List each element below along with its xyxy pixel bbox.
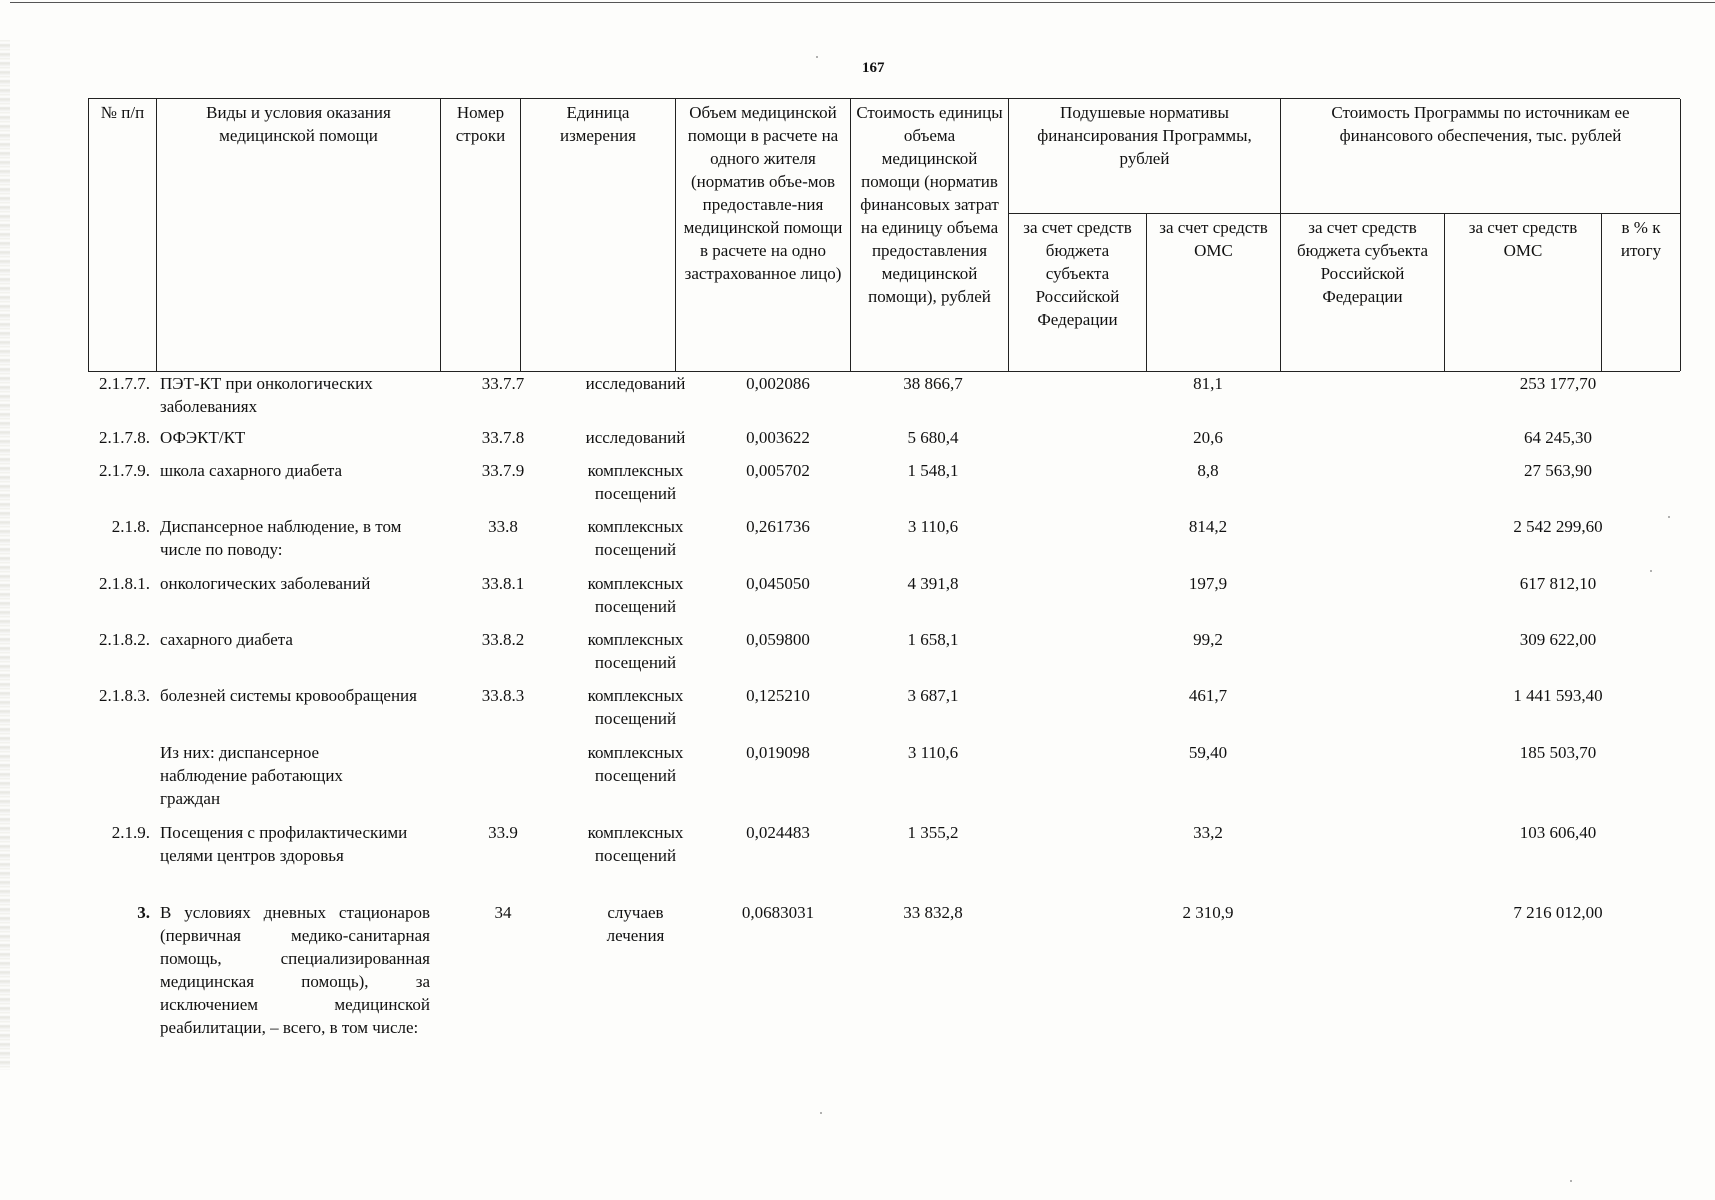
row-number: 2.1.8.	[111, 517, 150, 536]
row-cost: 3 110,6	[907, 517, 959, 536]
header-program-cost-group: Стоимость Программы по источникам ее финансового обеспечения, тыс. рублей	[1281, 99, 1681, 213]
header-number: № п/п	[89, 99, 157, 371]
row-number: 2.1.9.	[111, 823, 150, 842]
row-volume: 0,024483	[746, 823, 810, 842]
row-number: 2.1.7.7.	[99, 374, 150, 393]
row-volume: 0,125210	[746, 686, 810, 705]
row-unit: комплексных посещений	[587, 743, 684, 785]
row-line: 33.8.1	[481, 574, 525, 593]
row-line: 33.8.3	[481, 686, 525, 705]
row-oms-per-capita: 20,6	[1193, 428, 1223, 447]
row-oms-total: 103 606,40	[1519, 823, 1597, 842]
row-cost: 3 110,6	[907, 743, 959, 762]
row-name: сахарного диабета	[160, 630, 293, 649]
row-oms-total: 27 563,90	[1524, 461, 1592, 480]
row-unit: исследований	[585, 374, 686, 393]
row-unit: комплексных посещений	[587, 630, 684, 672]
row-cost: 1 658,1	[907, 630, 959, 649]
row-oms-per-capita: 814,2	[1188, 517, 1228, 536]
header-per-capita-group: Подушевые нормативы финансирования Программы, рублей	[1009, 99, 1281, 213]
row-cost: 3 687,1	[907, 686, 959, 705]
row-unit: комплексных посещений	[587, 823, 684, 865]
row-oms-total: 2 542 299,60	[1513, 517, 1603, 536]
row-name: ОФЭКТ/КТ	[160, 428, 246, 447]
row-name: ПЭТ-КТ при онкологических заболеваниях	[160, 374, 373, 416]
row-volume: 0,059800	[746, 630, 810, 649]
row-oms-total: 617 812,10	[1519, 574, 1597, 593]
row-volume: 0,0683031	[741, 903, 815, 922]
row-cost: 5 680,4	[907, 428, 959, 447]
scan-edge-artifact	[0, 40, 10, 1070]
row-cost: 1 548,1	[907, 461, 959, 480]
row-name: Из них: диспансерное наблюдение работающих граждан	[160, 743, 343, 808]
row-volume: 0,261736	[746, 517, 810, 536]
row-line: 33.8	[488, 517, 518, 536]
header-cost-oms: за счет средств ОМС	[1445, 213, 1602, 371]
row-oms-per-capita: 8,8	[1197, 461, 1219, 480]
row-cost: 4 391,8	[907, 574, 959, 593]
page-number: 167	[862, 60, 885, 76]
header-per-capita-oms: за счет средств ОМС	[1147, 213, 1281, 371]
row-oms-per-capita: 2 310,9	[1182, 903, 1234, 922]
row-oms-per-capita: 461,7	[1188, 686, 1228, 705]
row-name: Посещения с профилактическими целями центров здоровья	[160, 823, 408, 865]
row-oms-total: 185 503,70	[1519, 743, 1597, 762]
header-kind: Виды и условия оказания медицинской помощи	[157, 99, 441, 371]
scan-speck	[1668, 516, 1670, 518]
header-per-capita-budget: за счет средств бюджета субъекта Российской Федерации	[1009, 213, 1147, 371]
row-volume: 0,019098	[746, 743, 810, 762]
row-unit: комплексных посещений	[587, 461, 684, 503]
row-line: 33.7.7	[481, 374, 525, 393]
row-number: 2.1.8.2.	[99, 630, 150, 649]
row-unit: случаев лечения	[606, 903, 665, 945]
row-oms-per-capita: 59,40	[1188, 743, 1228, 762]
row-name: В условиях дневных стационаров (первичная медико-санитарная помощь, специализированная медицинская помощь), за исключением медицинской реабилитации, – всего, в том числе:	[160, 903, 430, 1037]
row-cost: 1 355,2	[907, 823, 959, 842]
row-cost: 38 866,7	[903, 374, 963, 393]
header-volume: Объем медицинской помощи в расчете на одного жителя (норматив объе-мов предоставле-ния медицинской помощи в расчете на одно застрахованное лицо)	[676, 99, 851, 371]
scan-speck	[820, 1112, 822, 1114]
row-name: школа сахарного диабета	[160, 461, 343, 480]
row-line: 33.7.8	[481, 428, 525, 447]
header-unit-cost: Стоимость единицы объема медицинской помощи (норматив финансовых затрат на единицу объема предоставления медицинской помощи), рублей	[851, 99, 1009, 371]
row-line: 34	[494, 903, 512, 922]
row-oms-per-capita: 99,2	[1193, 630, 1223, 649]
top-rule	[10, 2, 1715, 3]
row-unit: комплексных посещений	[587, 517, 684, 559]
row-oms-total: 309 622,00	[1519, 630, 1597, 649]
row-volume: 0,002086	[746, 374, 810, 393]
row-number: 2.1.7.8.	[99, 428, 150, 447]
scan-speck	[1650, 570, 1652, 572]
row-number: 3.	[137, 903, 150, 922]
header-cost-percent: в % к итогу	[1602, 213, 1681, 371]
row-oms-total: 1 441 593,40	[1513, 686, 1603, 705]
header-cost-budget: за счет средств бюджета субъекта Российской Федерации	[1281, 213, 1445, 371]
row-oms-total: 253 177,70	[1519, 374, 1597, 393]
row-volume: 0,045050	[746, 574, 810, 593]
table-header	[88, 98, 1680, 372]
row-name: болезней системы кровообращения	[160, 686, 417, 705]
row-volume: 0,003622	[746, 428, 810, 447]
row-line: 33.7.9	[481, 461, 525, 480]
row-line: 33.9	[488, 823, 518, 842]
row-oms-total: 64 245,30	[1524, 428, 1592, 447]
scan-speck	[816, 56, 818, 58]
row-volume: 0,005702	[746, 461, 810, 480]
row-unit: комплексных посещений	[587, 686, 684, 728]
row-cost: 33 832,8	[903, 903, 963, 922]
scan-speck	[1570, 1180, 1572, 1182]
row-line: 33.8.2	[481, 630, 525, 649]
row-unit: комплексных посещений	[587, 574, 684, 616]
row-oms-per-capita: 33,2	[1193, 823, 1223, 842]
row-number: 2.1.8.1.	[99, 574, 150, 593]
header-line-number: Номер строки	[441, 99, 521, 371]
row-unit: исследований	[585, 428, 686, 447]
header-unit: Единица измерения	[521, 99, 676, 371]
row-number: 2.1.8.3.	[99, 686, 150, 705]
row-oms-total: 7 216 012,00	[1513, 903, 1603, 922]
row-number: 2.1.7.9.	[99, 461, 150, 480]
row-oms-per-capita: 81,1	[1193, 374, 1223, 393]
row-name: Диспансерное наблюдение, в том числе по поводу:	[160, 517, 402, 559]
row-oms-per-capita: 197,9	[1188, 574, 1228, 593]
row-name: онкологических заболеваний	[160, 574, 371, 593]
